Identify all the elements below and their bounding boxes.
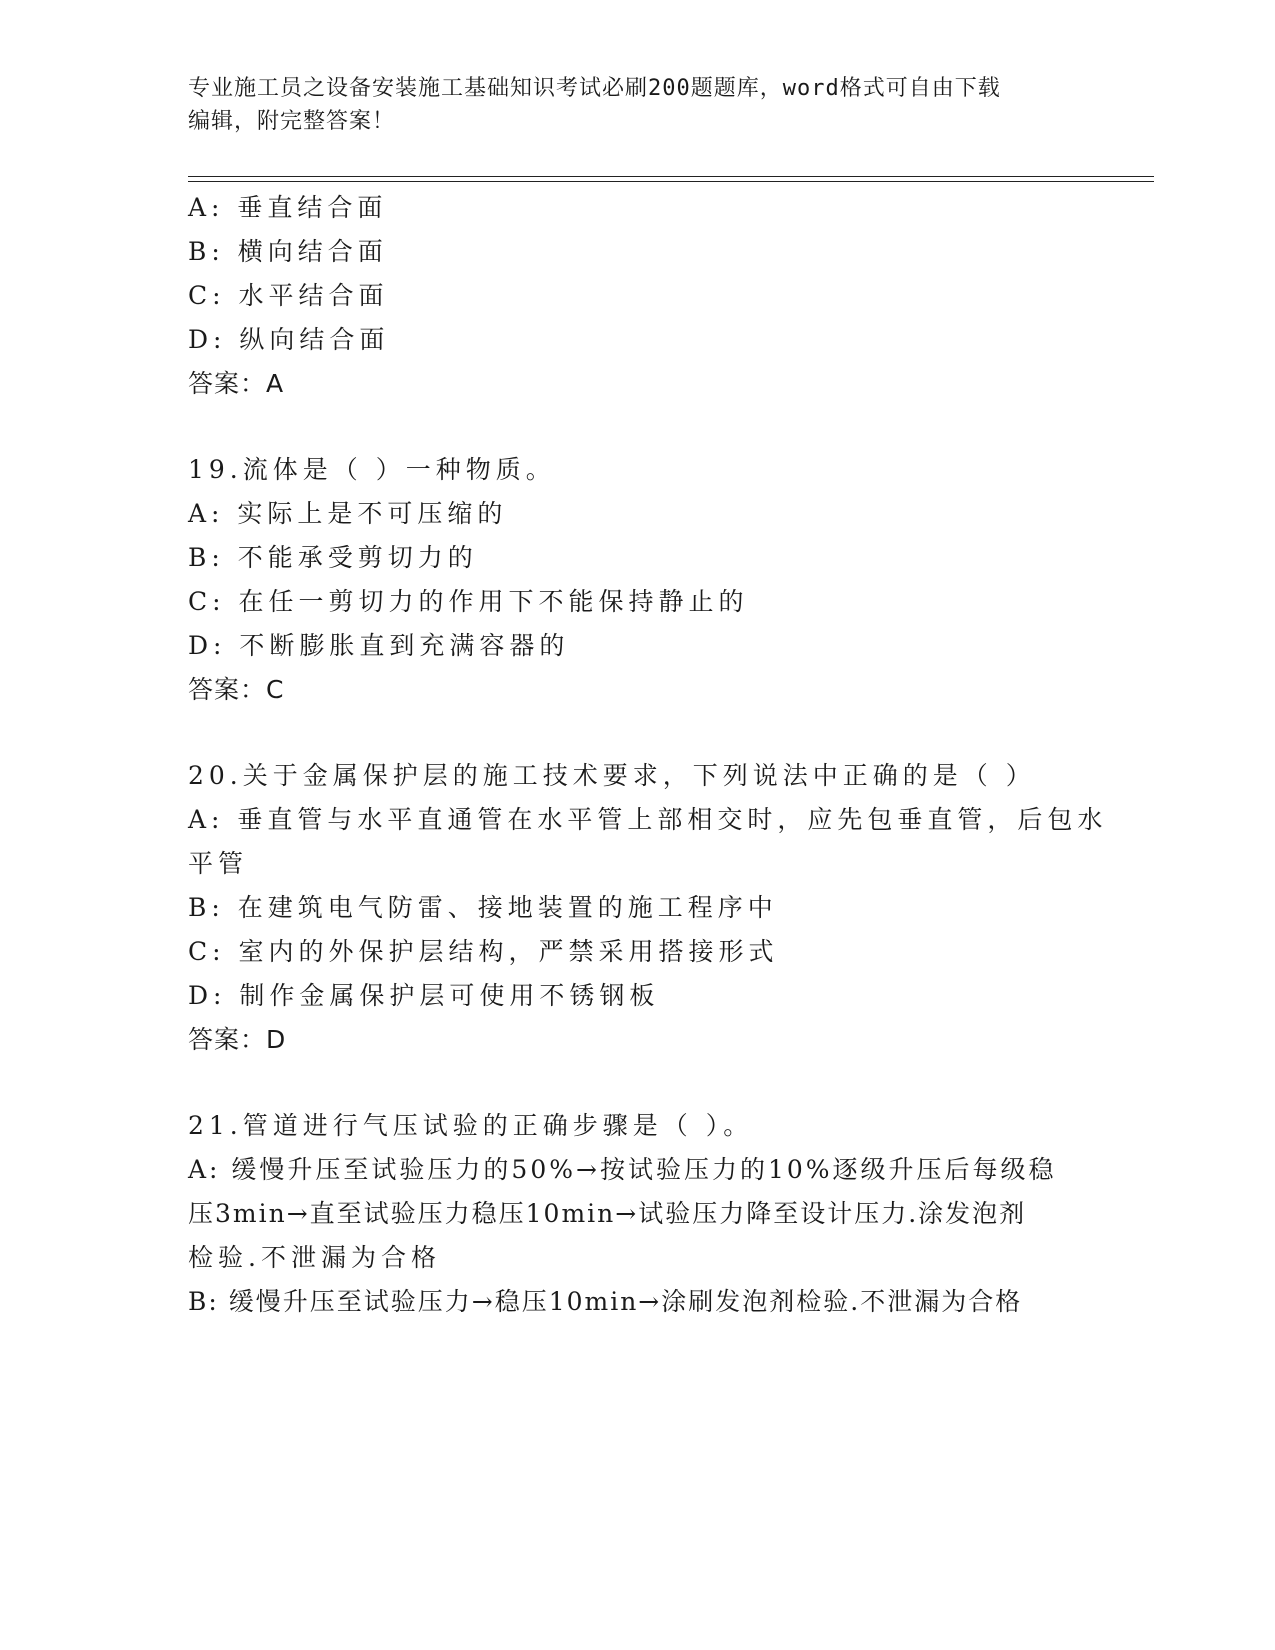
q19-question: 19.流体是（ ）一种物质。 bbox=[188, 455, 556, 484]
q19-option-c: C: 在任一剪切力的作用下不能保持静止的 bbox=[188, 587, 749, 616]
q21-option-b: B: 缓慢升压至试验压力→稳压10min→涂刷发泡剂检验.不泄漏为合格 bbox=[188, 1287, 1023, 1316]
q18-answer: 答案：A bbox=[188, 369, 285, 398]
q20-option-a-line-2: 平管 bbox=[188, 849, 249, 878]
q19-answer: 答案：C bbox=[188, 675, 285, 704]
q18-option-c: C: 水平结合面 bbox=[188, 281, 389, 310]
header-divider-top bbox=[188, 176, 1154, 177]
q20-option-c: C: 室内的外保护层结构，严禁采用搭接形式 bbox=[188, 937, 779, 966]
q18-option-d: D: 纵向结合面 bbox=[188, 325, 390, 354]
q20-question: 20.关于金属保护层的施工技术要求，下列说法中正确的是（ ） bbox=[188, 761, 1036, 790]
header-divider-bottom bbox=[188, 181, 1154, 182]
q21-option-a-line-1: A: 缓慢升压至试验压力的50%→按试验压力的10%逐级升压后每级稳 bbox=[188, 1155, 1057, 1184]
header-title-line-1: 专业施工员之设备安装施工基础知识考试必刷200题题库，word格式可自由下载 bbox=[188, 76, 1001, 101]
q20-option-a-line-1: A: 垂直管与水平直通管在水平管上部相交时，应先包垂直管，后包水 bbox=[188, 805, 1108, 834]
q18-option-b: B: 横向结合面 bbox=[188, 237, 388, 266]
q20-option-b: B: 在建筑电气防雷、接地装置的施工程序中 bbox=[188, 893, 778, 922]
document-header bbox=[188, 72, 1068, 138]
header-title-line-2: 编辑，附完整答案！ bbox=[188, 109, 396, 134]
q19-option-b: B: 不能承受剪切力的 bbox=[188, 543, 478, 572]
q21-question: 21.管道进行气压试验的正确步骤是（ ）。 bbox=[188, 1111, 754, 1140]
q20-option-d: D: 制作金属保护层可使用不锈钢板 bbox=[188, 981, 660, 1010]
q21-option-a-line-3: 检验.不泄漏为合格 bbox=[188, 1243, 441, 1272]
q20-answer: 答案：D bbox=[188, 1025, 287, 1054]
q18-option-a: A: 垂直结合面 bbox=[188, 193, 388, 222]
q21-option-a-line-2: 压3min→直至试验压力稳压10min→试验压力降至设计压力.涂发泡剂 bbox=[188, 1199, 1027, 1228]
q19-option-d: D: 不断膨胀直到充满容器的 bbox=[188, 631, 570, 660]
q19-option-a: A: 实际上是不可压缩的 bbox=[188, 499, 508, 528]
